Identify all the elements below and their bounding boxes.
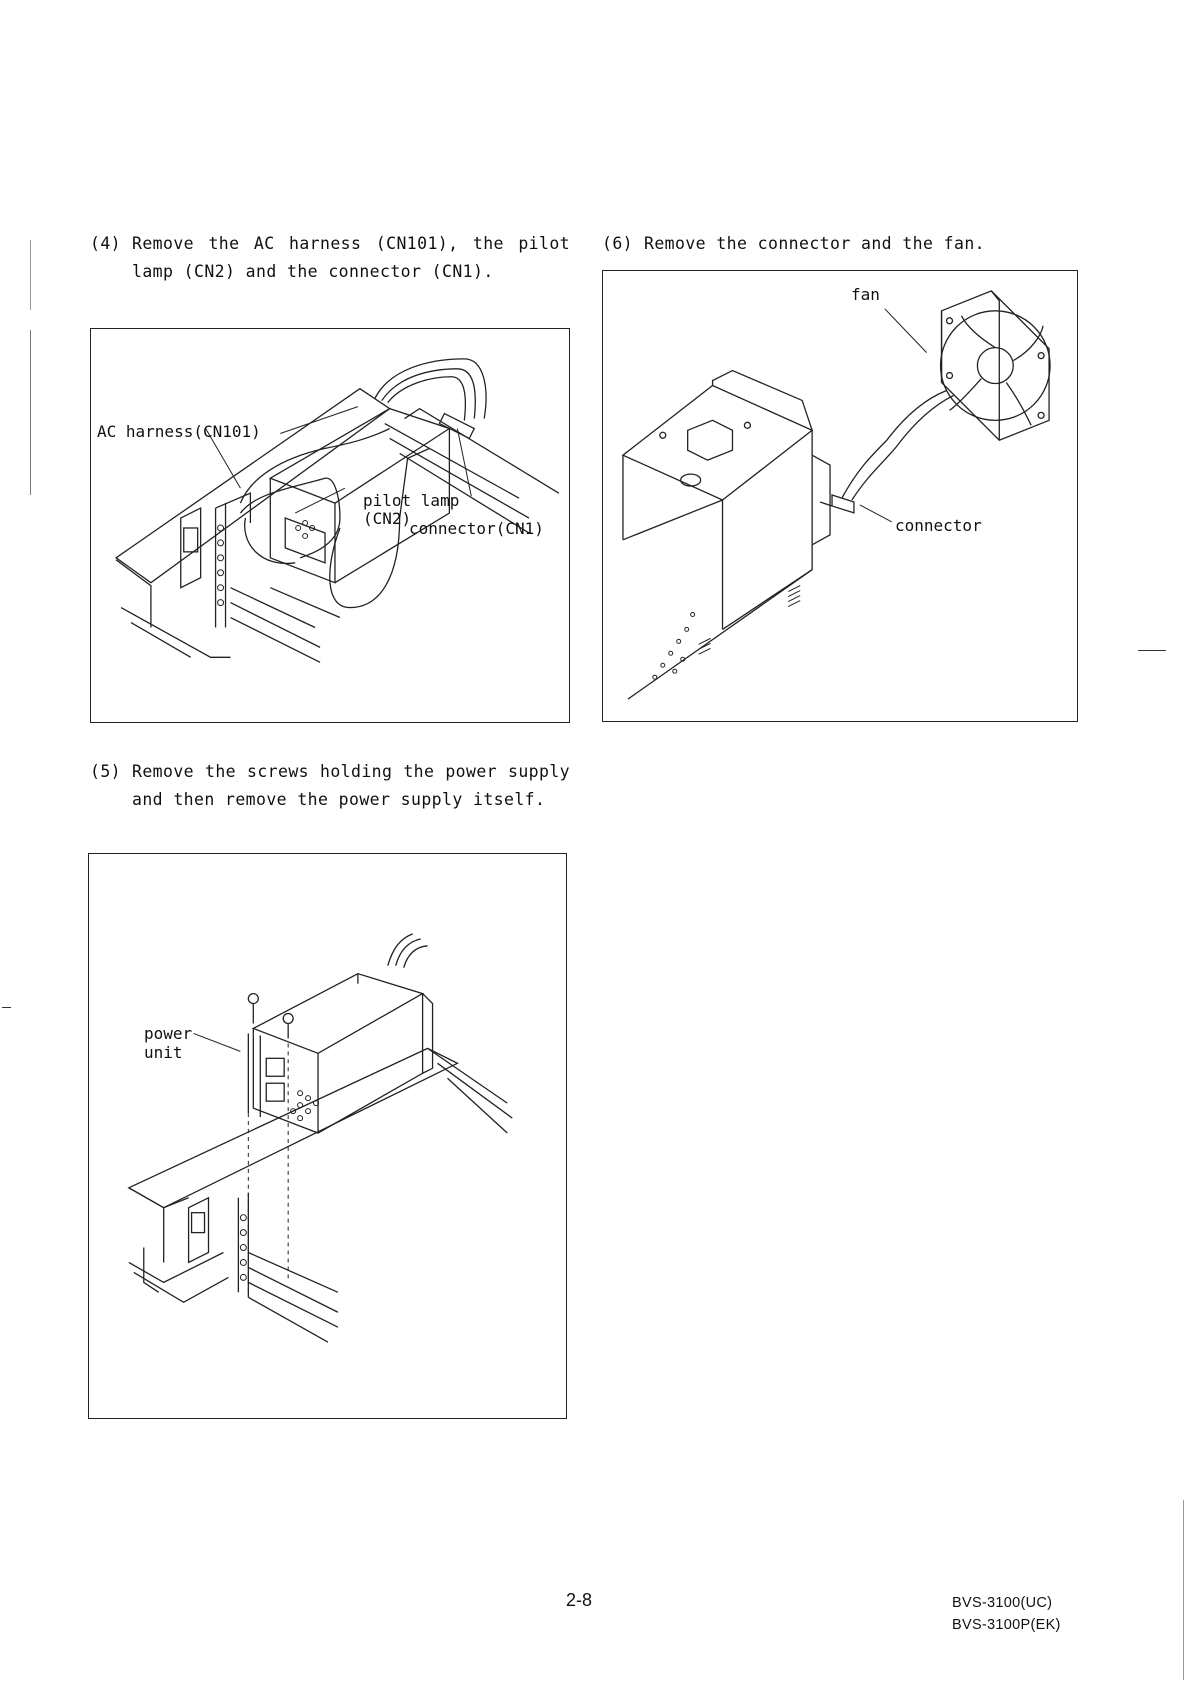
margin-dots-right [1183, 1500, 1184, 1680]
step-5-instruction [90, 758, 570, 814]
figure-step-6 [602, 270, 1078, 722]
step-6-text: Remove the connector and the fan. [644, 234, 986, 253]
margin-dots-left [30, 240, 31, 310]
label-connector: connector [895, 516, 982, 535]
step-6-number: (6) [602, 234, 634, 253]
margin-mark-left [2, 1007, 11, 1008]
model-numbers [952, 1592, 1061, 1636]
figure-5-drawing [89, 854, 566, 1418]
step-4-instruction [90, 230, 570, 286]
label-pilot-lamp: pilot lamp [363, 491, 460, 510]
figure-step-5 [88, 853, 567, 1419]
model-uc: BVS-3100(UC) [952, 1595, 1053, 1611]
label-unit: unit [144, 1043, 183, 1062]
label-ac-harness: AC harness(CN101) [97, 422, 261, 441]
figure-step-4 [90, 328, 570, 723]
figure-6-drawing [603, 271, 1077, 721]
step-4-text: Remove the AC harness (CN101), the pilot lamp (CN2) and the connector (CN1). [132, 234, 570, 281]
label-cn2: (CN2) [363, 509, 412, 528]
step-4-number: (4) [90, 234, 122, 253]
step-6-instruction [602, 230, 1082, 258]
margin-mark-right [1138, 650, 1166, 651]
margin-dashes-left [30, 330, 31, 495]
page-number: 2-8 [566, 1590, 593, 1610]
label-fan: fan [851, 285, 880, 304]
model-ek: BVS-3100P(EK) [952, 1617, 1061, 1633]
step-5-text: Remove the screws holding the power supply and then remove the power supply itself. [132, 762, 570, 809]
step-5-number: (5) [90, 762, 122, 781]
label-connector-cn1: connector(CN1) [409, 519, 544, 538]
label-power: power [144, 1024, 193, 1043]
